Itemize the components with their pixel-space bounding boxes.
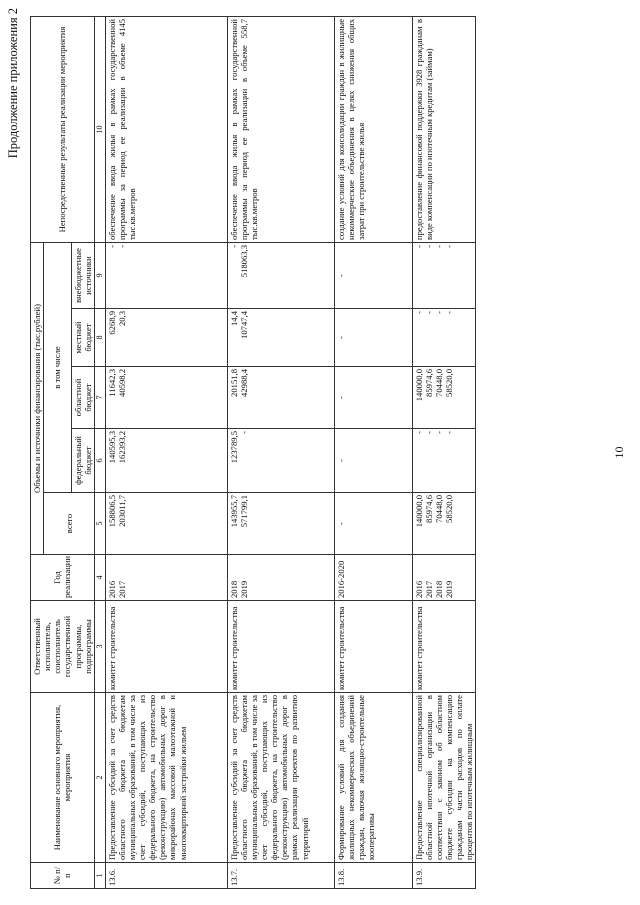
row-number: 13.9. [412,863,476,889]
column-number: 5 [94,493,105,555]
total-amount: 140000,0 85974,6 70448,0 58520,0 [412,493,476,555]
total-amount: - [334,493,412,555]
result-text: обеспечение ввода жилья в рамках государственной программы за период ее реализации в объеме 4145 тыс.кв.метров [105,16,227,242]
measure-name: Формирование условий для создания жилищных некоммерческих объединений граждан, включая жилищно-строительные кооперативы [334,693,412,863]
regional-amount: 11642,3 40598,2 [105,367,227,429]
regional-amount: 20151,8 42988,4 [227,367,334,429]
years: 2018 2019 [227,555,334,601]
header-federal-budget: федеральный бюджет [71,429,94,493]
extrabudgetary-amount: - - [105,242,227,308]
executor: комитет строительства [334,601,412,693]
column-number: 1 [94,863,105,889]
years: 2016 2017 [105,555,227,601]
federal-amount: - - - - [412,429,476,493]
column-number: 10 [94,16,105,242]
federal-amount: 123789,5 - [227,429,334,493]
extrabudgetary-amount: - [334,242,412,308]
page-number: 10 [612,446,626,459]
local-amount: - - - - [412,309,476,367]
regional-amount: - [334,367,412,429]
header-results: Непосредственные результаты реализации мероприятия [31,16,95,242]
measure-name: Предоставление специализированной областной ипотечной организации в соответствии с законом об областном бюджете субсидии на компенсацию гражданам части расходов по оплате процентов по ипотечным жилищным [412,693,476,863]
executor: комитет строительства [412,601,476,693]
row-number: 13.6. [105,863,227,889]
row-number: 13.7. [227,863,334,889]
years: 2016-2020 [334,555,412,601]
measure-name: Предоставление субсидий за счет средств областного бюджета бюджетам муниципальных образований, в том числе за счет субсидий, поступающих из федерального бюджета, на строительство (реконструкцию) автомобильных дорог в рамках реализации проектов по развитию территорий [227,693,334,863]
total-amount: 143955,7 571799,1 [227,493,334,555]
table-row [334,16,412,888]
column-number: 9 [94,242,105,308]
column-number: 4 [94,555,105,601]
regional-amount: 140000,0 85974,6 70448,0 58520,0 [412,367,476,429]
header-year: Год реализации [31,555,95,601]
header-extrabudgetary: внебюджетные источники [71,242,94,308]
federal-amount: 140595,3 162393,2 [105,429,227,493]
program-measures-table [30,16,476,889]
extrabudgetary-amount: - 518063,3 [227,242,334,308]
table-row [412,16,476,888]
column-number: 6 [94,429,105,493]
header-regional-budget: областной бюджет [71,367,94,429]
column-number: 8 [94,309,105,367]
result-text: предоставление финансовой поддержки 3928 гражданам в виде компенсации по ипотечным кредитам (займам) [412,16,476,242]
result-text: обеспечение ввода жилья в рамках государственной программы за период ее реализации в объеме 558,7 тыс.кв.метров [227,16,334,242]
table-row [227,16,334,888]
header-financing-group: Объемы и источники финансирования (тыс.рублей) [31,242,44,554]
years: 2016 2017 2018 2019 [412,555,476,601]
executor: комитет строительства [105,601,227,693]
header-number: № п/п [31,863,95,889]
header-measure-name: Наименование основного мероприятия, мероприятия [31,693,95,863]
column-number: 2 [94,693,105,863]
measure-name: Предоставление субсидий за счет средств областного бюджета бюджетам муниципальных образований, в том числе за счет субсидий, поступающих из федерального бюджета, на строительство (реконструкцию) автомобильных дорог в микрорайонах массовой малоэтажной и многоквартирной застройки жильем [105,693,227,863]
row-number: 13.8. [334,863,412,889]
column-numbers-row [94,16,105,888]
header-including: в том числе [44,242,71,492]
table-row [105,16,227,888]
header-executor: Ответственный исполнитель, соисполнитель государственной программы, подпрограммы [31,601,95,693]
header-local-budget: местный бюджет [71,309,94,367]
column-number: 7 [94,367,105,429]
local-amount: - [334,309,412,367]
local-amount: 6268,9 20,3 [105,309,227,367]
result-text: создание условий для консолидации граждан в жилищные некоммерческие объединения в целях снижения общих затрат при строительстве жилья [334,16,412,242]
total-amount: 158806,5 203011,7 [105,493,227,555]
header-total: всего [44,493,95,555]
local-amount: 14,4 10747,4 [227,309,334,367]
column-number: 3 [94,601,105,693]
extrabudgetary-amount: - - - - [412,242,476,308]
federal-amount: - [334,429,412,493]
executor: комитет строительства [227,601,334,693]
continuation-header: Продолжение приложения 2 [6,8,20,159]
